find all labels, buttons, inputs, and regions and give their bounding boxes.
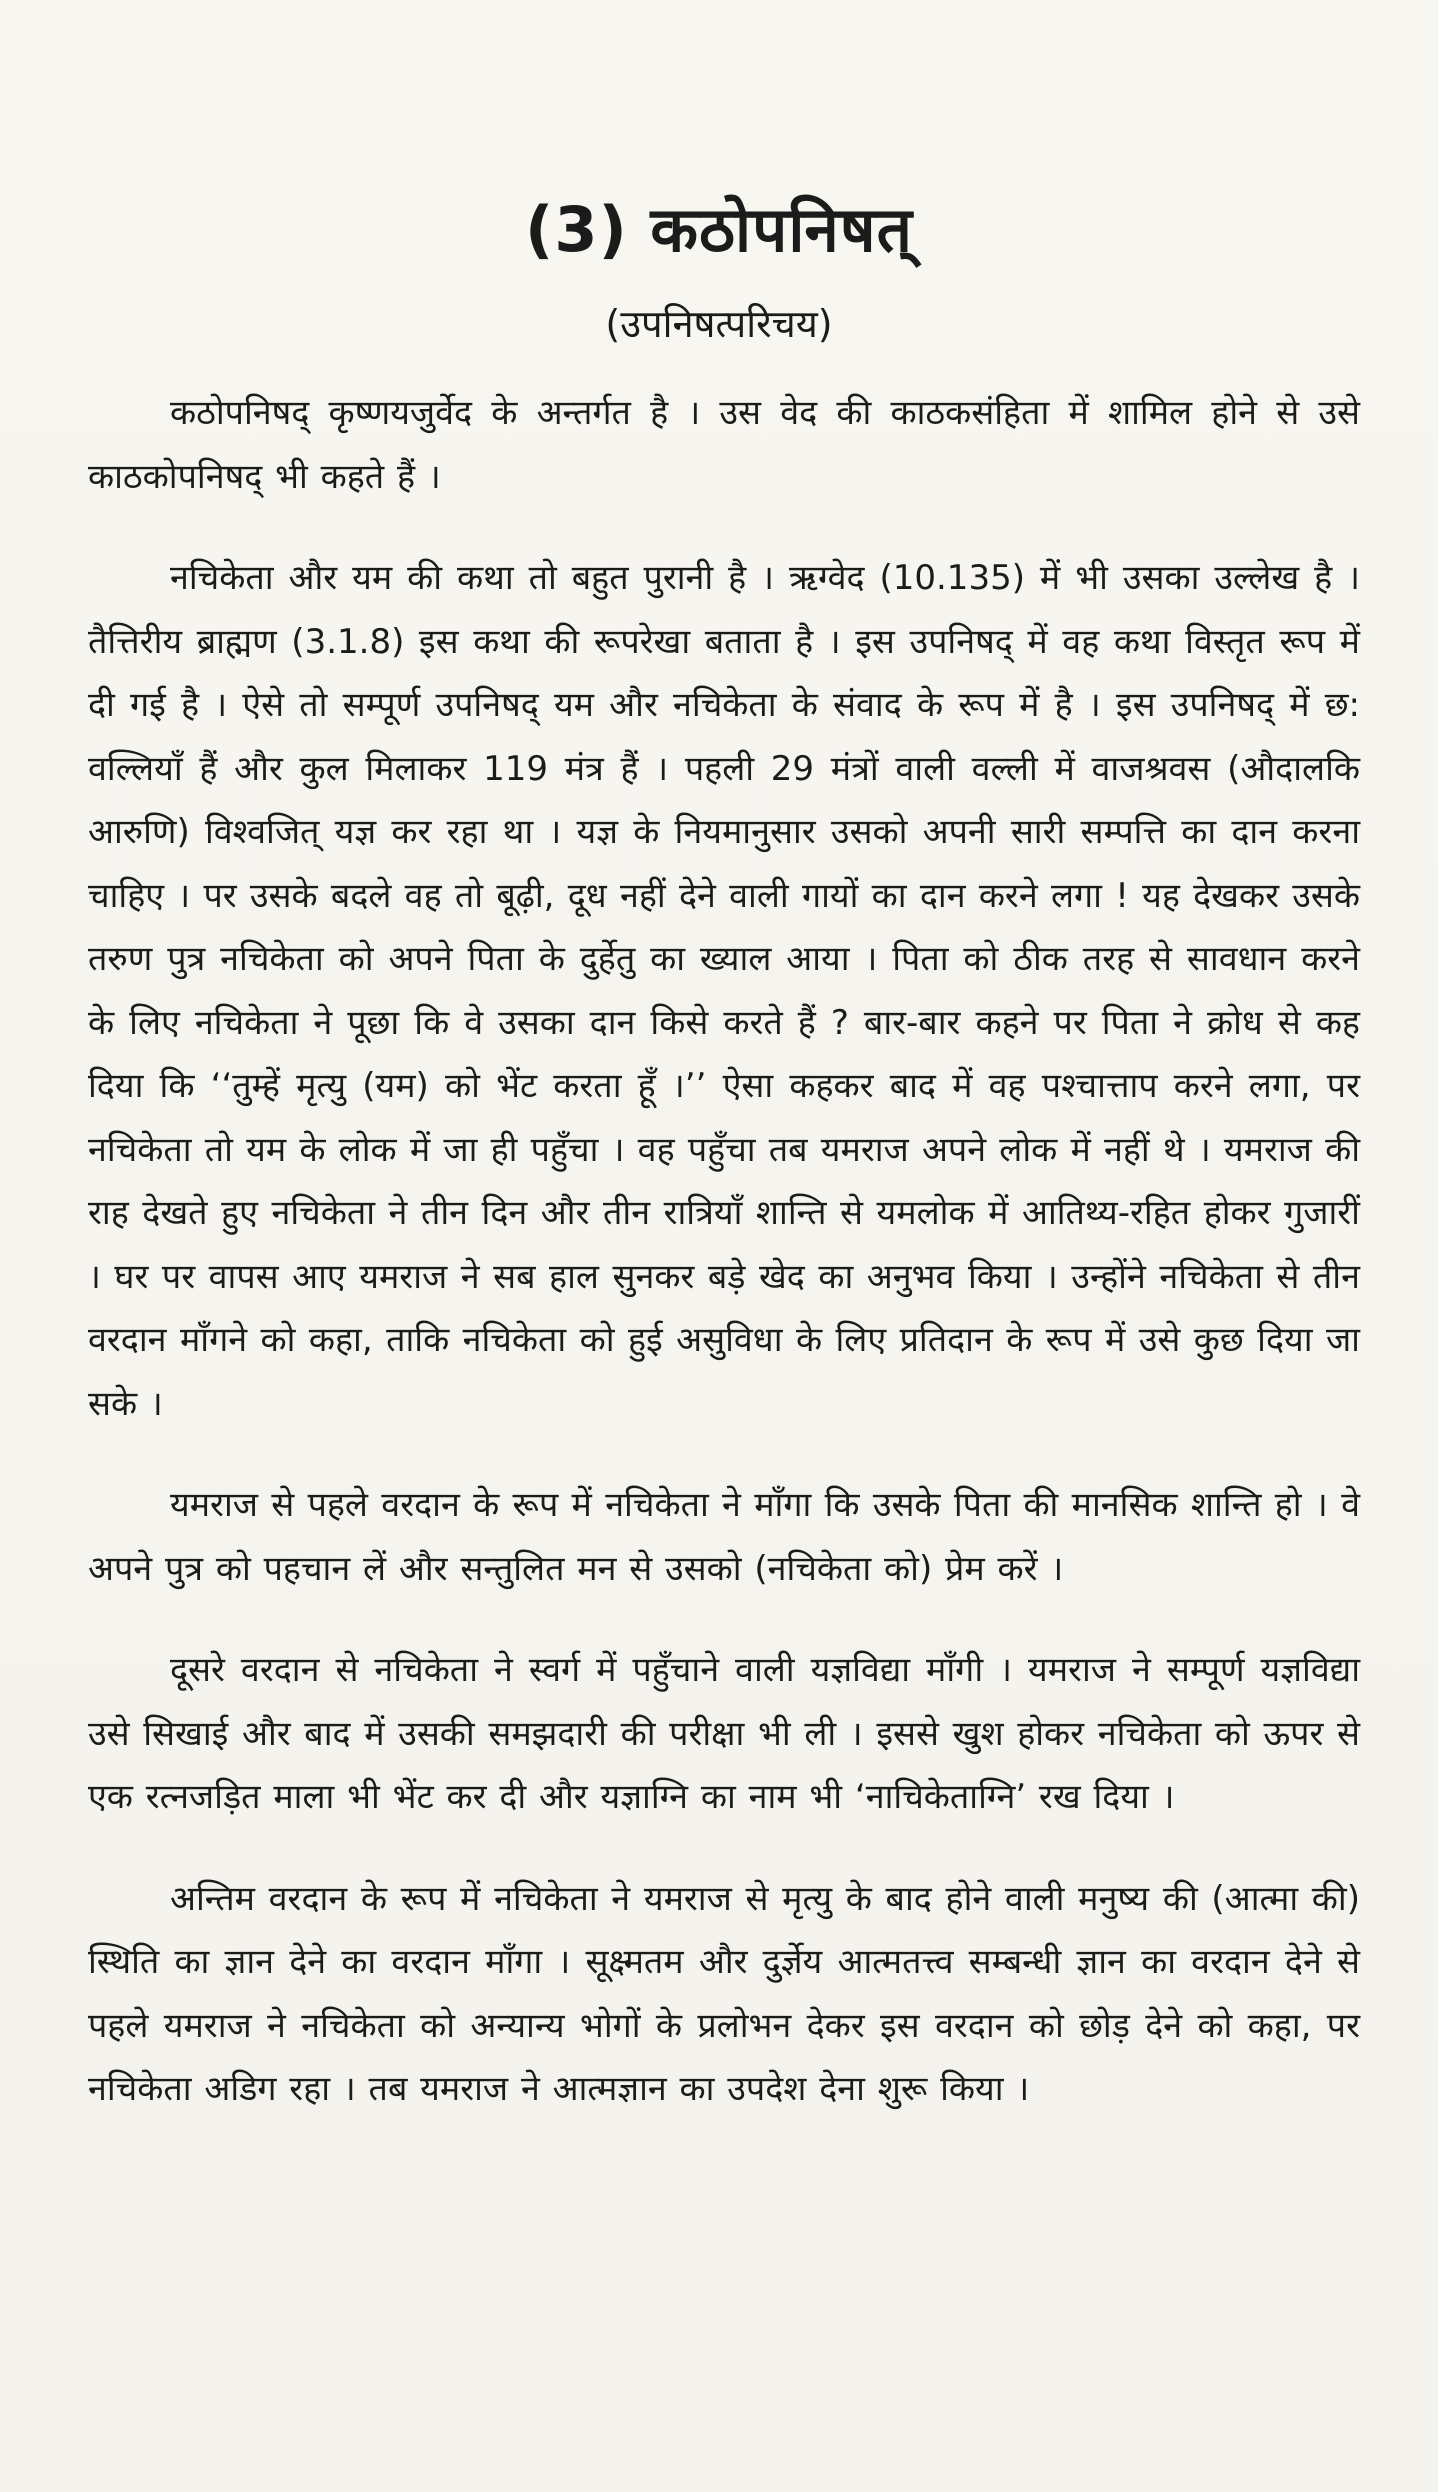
paragraph: कठोपनिषद् कृष्णयजुर्वेद के अन्तर्गत है । उस वेद की काठकसंहिता में शामिल होने से उसे काठकोपनिषद् भी कहते हैं । xyxy=(88,393,1360,497)
paragraph: अन्तिम वरदान के रूप में नचिकेता ने यमराज से मृत्यु के बाद होने वाली मनुष्य की (आत्मा की) स्थिति का ज्ञान देने का वरदान माँगा । सूक्ष्मतम और दुर्ज्ञेय आत्मतत्त्व सम्बन्धी ज्ञान का वरदान देने से पहले यमराज ने नचिकेता को अन्यान्य भोगों के प्रलोभन देकर इस वरदान को छोड़ देने को कहा, पर नचिकेता अडिग रहा । तब यमराज ने आत्मज्ञान का उपदेश देना शुरू किया । xyxy=(88,1878,1360,2109)
chapter-subtitle: (उपनिषत्परिचय) xyxy=(605,302,833,346)
chapter-title: (3) कठोपनिषत् xyxy=(525,193,913,266)
paragraph: नचिकेता और यम की कथा तो बहुत पुरानी है । ऋग्वेद (10.135) में भी उसका उल्लेख है । तैत्तिरीय ब्राह्मण (3.1.8) इस कथा की रूपरेखा बताता है । इस उपनिषद् में वह कथा विस्तृत रूप में दी गई है । ऐसे तो सम्पूर्ण उपनिषद् यम और नचिकेता के संवाद के रूप में है । इस उपनिषद् में छ: वल्लियाँ हैं और कुल मिलाकर 119 मंत्र हैं । पहली 29 मंत्रों वाली वल्ली में वाजश्रवस (औदालकि आरुणि) विश्वजित् यज्ञ कर रहा था । यज्ञ के नियमानुसार उसको अपनी सारी सम्पत्ति का दान करना चाहिए । पर उसके बदले वह तो बूढ़ी, दूध नहीं देने वाली गायों का दान करने लगा ! यह देखकर उसके तरुण पुत्र नचिकेता को अपने पिता के दुर्हेतु का ख्याल आया । पिता को ठीक तरह से सावधान करने के लिए नचिकेता ने पूछा कि वे उसका दान किसे करते हैं ? बार-बार कहने पर पिता ने क्रोध से कह दिया कि ‘‘तुम्हें मृत्यु (यम) को भेंट करता हूँ ।’’ ऐसा कहकर बाद में वह पश्चात्ताप करने लगा, पर नचिकेता तो यम के लोक में जा ही पहुँचा । वह पहुँचा तब यमराज अपने लोक में नहीं थे । यमराज की राह देखते हुए नचिकेता ने तीन दिन और तीन रात्रियाँ शान्ति से यमलोक में आतिथ्य-रहित होकर गुजारीं । घर पर वापस आए यमराज ने सब हाल सुनकर बड़े खेद का अनुभव किया । उन्होंने नचिकेता से तीन वरदान माँगने को कहा, ताकि नचिकेता को हुई असुविधा के लिए प्रतिदान के रूप में उसे कुछ दिया जा सके । xyxy=(88,558,1360,1424)
body-text xyxy=(88,382,1360,2160)
paragraph: यमराज से पहले वरदान के रूप में नचिकेता ने माँगा कि उसके पिता की मानसिक शान्ति हो । वे अपने पुत्र को पहचान लें और सन्तुलित मन से उसको (नचिकेता को) प्रेम करें । xyxy=(88,1485,1360,1589)
paragraph: दूसरे वरदान से नचिकेता ने स्वर्ग में पहुँचाने वाली यज्ञविद्या माँगी । यमराज ने सम्पूर्ण यज्ञविद्या उसे सिखाई और बाद में उसकी समझदारी की परीक्षा भी ली । इससे खुश होकर नचिकेता को ऊपर से एक रत्नजड़ित माला भी भेंट कर दी और यज्ञाग्नि का नाम भी ‘नाचिकेताग्नि’ रख दिया । xyxy=(88,1650,1360,1817)
